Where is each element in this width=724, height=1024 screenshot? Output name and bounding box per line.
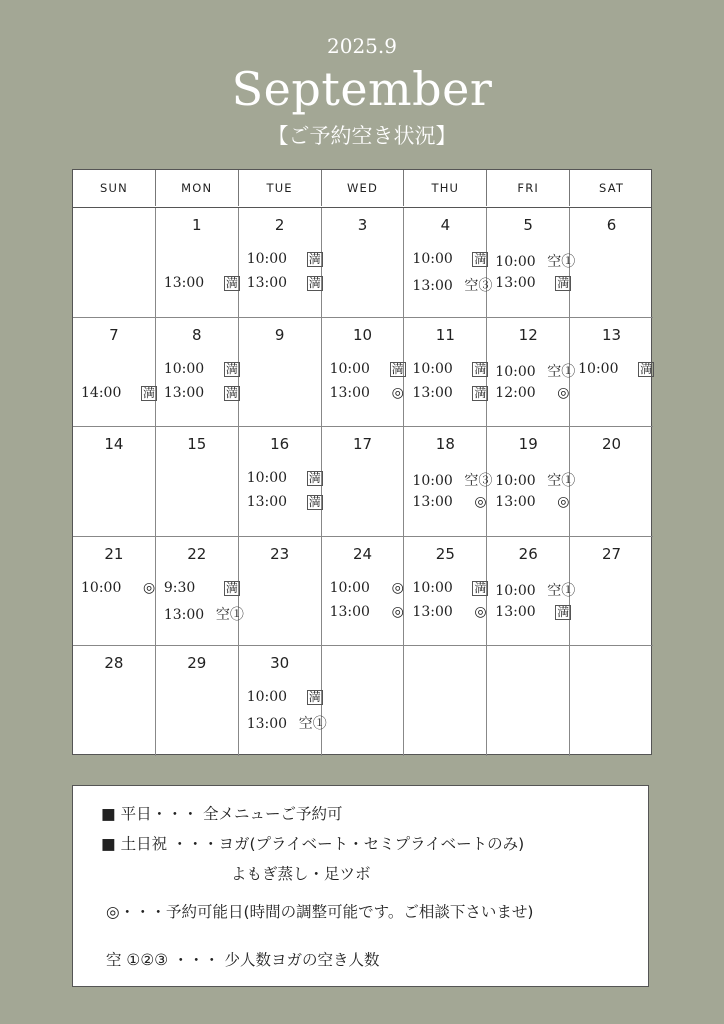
slot-status: 空① (547, 254, 576, 270)
day-number: 25 (435, 544, 455, 563)
time-slot (156, 580, 238, 596)
slot-status: ◎ (143, 579, 156, 596)
day-number: 6 (606, 216, 617, 234)
weekday-thu: THU (404, 170, 487, 206)
slot-time: 14:00 (81, 384, 122, 401)
day-cell-6 (570, 208, 653, 318)
day-cell-8 (156, 318, 239, 428)
slot-time: 13:00 (246, 716, 288, 732)
time-slot (322, 580, 404, 596)
time-slot (487, 385, 569, 401)
day-number: 22 (187, 544, 207, 563)
slot-status: ◎ (391, 579, 404, 596)
slot-time: 13:00 (163, 384, 205, 401)
empty-day-cell (73, 208, 156, 318)
day-number: 8 (191, 325, 202, 344)
day-number: 4 (440, 216, 451, 234)
time-slot (404, 470, 493, 490)
time-slot (239, 275, 321, 291)
time-slot (404, 251, 486, 267)
time-slot (156, 275, 238, 291)
legend-vacancy: 空 ①②③ ・・・ 少人数ヨガの空き人数 (106, 951, 380, 969)
slot-time: 13:00 (246, 494, 288, 510)
slot-time: 10:00 (412, 251, 453, 267)
weekday-wed: WED (322, 170, 405, 206)
weekday-sat: SAT (599, 181, 625, 195)
slot-time: 10:00 (495, 363, 536, 380)
slot-time: 13:00 (246, 275, 288, 291)
year-label: 2025.9 (327, 34, 397, 58)
time-slot (239, 689, 321, 705)
day-cell-15 (156, 427, 239, 537)
time-slot (404, 385, 486, 401)
day-cell-28 (73, 646, 156, 756)
day-cell-13 (570, 318, 653, 428)
slot-status: 満 (640, 361, 653, 376)
slot-status: 満 (225, 580, 238, 595)
slot-time: 13:00 (495, 494, 536, 510)
time-slot (404, 361, 486, 377)
day-cell-4 (404, 208, 493, 318)
day-cell-16 (239, 427, 322, 537)
slot-time: 10:00 (495, 582, 536, 599)
empty-day-cell (322, 646, 405, 756)
day-number: 15 (187, 435, 207, 453)
day-number: 26 (518, 544, 538, 563)
time-slot (404, 604, 486, 620)
day-cell-5 (487, 208, 576, 318)
legend-weekend: ■ 土日祝 ・・・ヨガ(プライベート・セミプライベートのみ) (101, 835, 525, 853)
weekday-fri: FRI (487, 170, 570, 206)
slot-status: 満 (391, 361, 404, 376)
day-number: 24 (352, 544, 373, 563)
slot-status: ◎ (557, 384, 570, 401)
day-cell-24 (322, 537, 405, 647)
day-number: 9 (274, 325, 285, 344)
day-number: 11 (435, 325, 455, 344)
slot-time: 10:00 (246, 251, 288, 267)
slot-status: 満 (308, 471, 321, 485)
time-slot (487, 494, 569, 510)
day-cell-9 (239, 318, 322, 428)
time-slot (239, 251, 321, 267)
time-slot (487, 275, 569, 291)
day-number: 10 (352, 325, 373, 344)
day-number: 28 (104, 654, 124, 672)
slot-status: 満 (308, 495, 321, 509)
slot-time: 10:00 (163, 360, 205, 377)
slot-time: 10:00 (81, 579, 122, 596)
time-slot (570, 361, 653, 377)
time-slot (404, 275, 493, 295)
day-cell-1 (156, 208, 239, 318)
time-slot (239, 470, 321, 486)
slot-time: 13:00 (495, 275, 536, 291)
slot-status: 満 (308, 690, 321, 704)
slot-status: 満 (308, 276, 321, 290)
subtitle: 【ご予約空き状況】 (267, 124, 457, 148)
day-cell-3 (322, 208, 405, 318)
slot-time: 10:00 (495, 473, 536, 489)
day-number: 19 (518, 435, 538, 453)
slot-time: 13:00 (329, 603, 370, 620)
time-slot (239, 713, 327, 733)
slot-status: 空① (547, 473, 576, 489)
time-slot (73, 385, 155, 401)
time-slot (322, 361, 404, 377)
day-number: 23 (270, 544, 290, 563)
time-slot (156, 385, 238, 401)
slot-status: ◎ (557, 494, 570, 510)
slot-status: 空① (547, 363, 576, 380)
day-cell-25 (404, 537, 487, 647)
slot-status: 満 (225, 385, 238, 400)
slot-status: 満 (225, 276, 238, 290)
slot-time: 13:00 (163, 606, 205, 623)
slot-status: 満 (474, 580, 487, 595)
empty-day-cell (570, 646, 653, 756)
legend-weekday: ■ 平日・・・ 全メニューご予約可 (101, 805, 343, 823)
month-title: September (231, 62, 493, 116)
time-slot (322, 604, 404, 620)
time-slot (487, 580, 576, 600)
slot-time: 10:00 (412, 473, 453, 489)
day-number: 17 (352, 435, 373, 453)
day-cell-10 (322, 318, 405, 428)
slot-status: ◎ (391, 603, 404, 620)
slot-time: 13:00 (412, 603, 453, 620)
slot-time: 10:00 (495, 254, 536, 270)
day-number: 29 (187, 654, 207, 672)
day-cell-2 (239, 208, 322, 318)
empty-day-cell (487, 646, 570, 756)
day-cell-14 (73, 427, 156, 537)
day-number: 20 (602, 435, 622, 453)
empty-day-cell (404, 646, 487, 756)
slot-status: 満 (474, 385, 487, 400)
slot-status: 空① (298, 716, 327, 732)
day-number: 13 (602, 325, 622, 344)
time-slot (487, 251, 576, 271)
slot-time: 13:00 (329, 384, 370, 401)
day-number: 12 (518, 325, 538, 344)
day-number: 16 (270, 435, 290, 453)
day-cell-29 (156, 646, 239, 756)
slot-status: 満 (474, 252, 487, 266)
slot-status: 満 (557, 276, 570, 290)
day-number: 7 (109, 325, 119, 344)
slot-time: 10:00 (412, 360, 453, 377)
day-cell-11 (404, 318, 487, 428)
day-cell-18 (404, 427, 493, 537)
time-slot (404, 494, 486, 510)
time-slot (322, 385, 404, 401)
day-number: 1 (191, 216, 202, 234)
slot-status: 満 (308, 252, 321, 266)
time-slot (73, 580, 155, 596)
time-slot (156, 604, 244, 624)
legend-available: ◎・・・予約可能日(時間の調整可能です。ご相談下さいませ) (106, 903, 534, 921)
time-slot (239, 494, 321, 510)
day-cell-26 (487, 537, 576, 647)
day-cell-20 (570, 427, 653, 537)
time-slot (487, 470, 576, 490)
slot-status: 空① (547, 582, 576, 599)
weekday-header-row (73, 170, 651, 208)
slot-time: 12:00 (495, 384, 536, 401)
time-slot (487, 604, 569, 620)
slot-time: 10:00 (412, 579, 453, 596)
slot-time: 10:00 (329, 360, 370, 377)
time-slot (404, 580, 486, 596)
weekday-tue: TUE (239, 170, 322, 206)
slot-time: 13:00 (412, 384, 453, 401)
slot-status: ◎ (391, 384, 404, 401)
day-number: 30 (270, 654, 290, 672)
time-slot (156, 361, 238, 377)
day-number: 18 (435, 435, 455, 453)
slot-status: 空③ (464, 278, 493, 294)
legend-weekend-cont: よもぎ蒸し・足ツボ (231, 865, 371, 883)
day-number: 21 (104, 544, 124, 563)
day-cell-7 (73, 318, 156, 428)
day-cell-22 (156, 537, 244, 647)
day-cell-12 (487, 318, 576, 428)
slot-time: 10:00 (246, 470, 288, 486)
day-number: 5 (523, 216, 533, 234)
slot-time: 13:00 (412, 278, 453, 294)
slot-time: 10:00 (329, 579, 370, 596)
day-number: 27 (602, 544, 622, 563)
weekday-sun: SUN (73, 170, 156, 206)
slot-status: 満 (143, 385, 156, 400)
slot-status: ◎ (474, 603, 487, 620)
day-cell-21 (73, 537, 156, 647)
slot-status: 空③ (464, 473, 493, 489)
slot-time: 13:00 (495, 603, 536, 620)
slot-time: 10:00 (246, 689, 288, 705)
slot-status: 満 (225, 361, 238, 376)
slot-time: 10:00 (578, 360, 619, 377)
slot-status: ◎ (474, 494, 487, 510)
slot-time: 9:30 (163, 579, 196, 596)
day-cell-19 (487, 427, 576, 537)
slot-status: 満 (474, 361, 487, 376)
day-number: 2 (274, 216, 285, 234)
day-cell-30 (239, 646, 327, 756)
day-number: 14 (104, 435, 124, 453)
day-cell-27 (570, 537, 653, 647)
slot-status: 空① (215, 606, 244, 623)
time-slot (487, 361, 576, 381)
slot-status: 満 (557, 604, 570, 619)
slot-time: 13:00 (163, 275, 205, 291)
calendar-grid (72, 169, 652, 755)
legend-box (72, 785, 649, 987)
weekday-mon: MON (156, 170, 239, 206)
slot-time: 13:00 (412, 494, 453, 510)
day-cell-23 (239, 537, 322, 647)
day-cell-17 (322, 427, 405, 537)
day-number: 3 (357, 216, 368, 234)
